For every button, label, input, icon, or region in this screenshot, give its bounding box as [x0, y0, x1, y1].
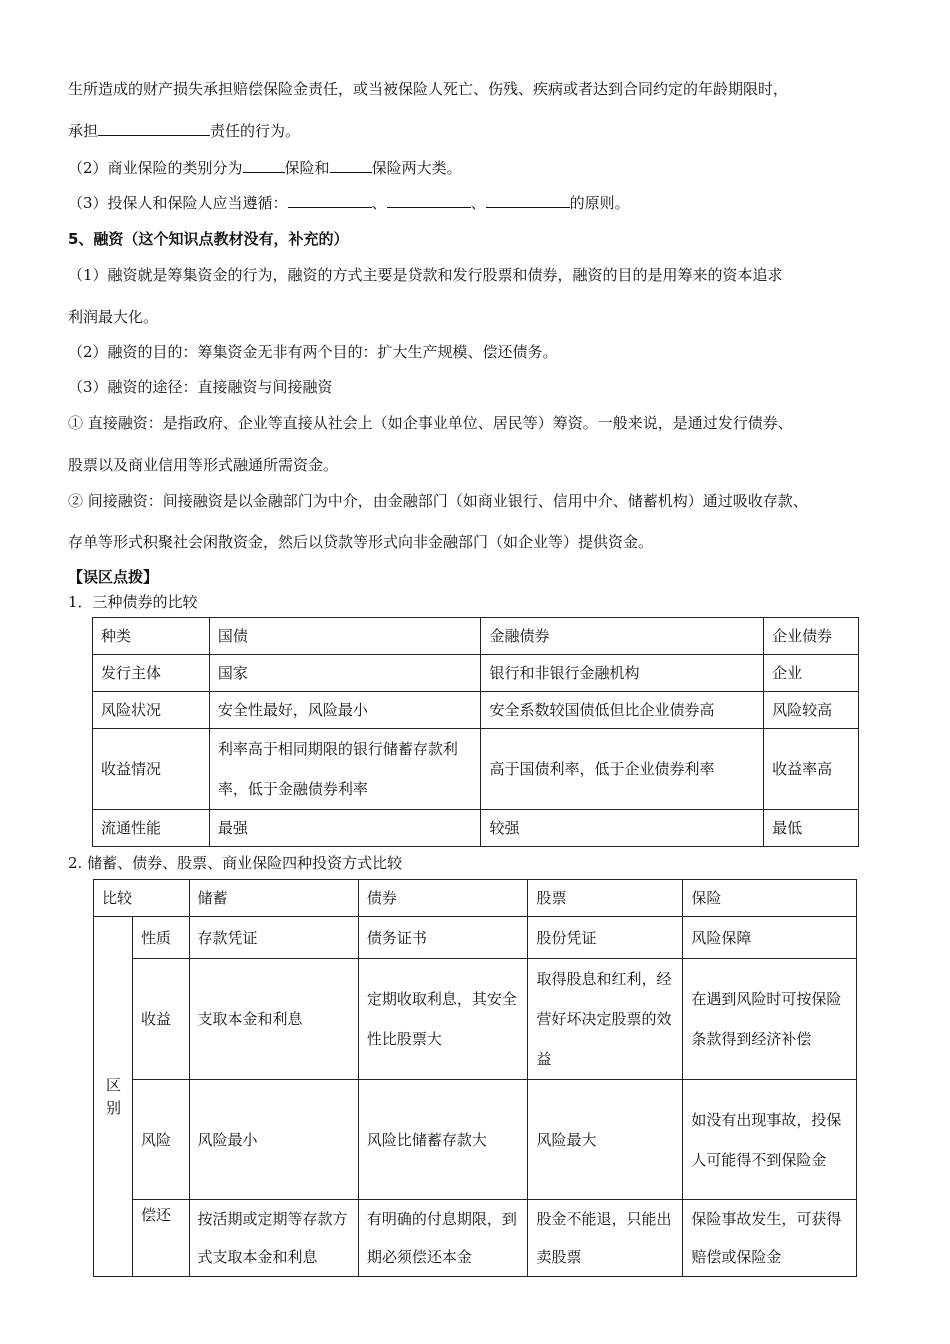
- text: （2）商业保险的类别分为: [68, 159, 243, 177]
- table-cell: 股份凭证: [528, 917, 683, 959]
- table-cell: 风险最大: [528, 1080, 683, 1200]
- table-cell: 风险最小: [189, 1080, 358, 1200]
- table-cell: 收益情况: [93, 729, 210, 810]
- table-row: [94, 1200, 857, 1277]
- section-heading: 5、融资（这个知识点教材没有，补充的）: [68, 230, 349, 248]
- table-cell: 高于国债利率，低于企业债券利率: [481, 729, 764, 810]
- table-cell: 支取本金和利息: [189, 959, 358, 1080]
- table-row: [94, 917, 857, 959]
- table-cell: 风险状况: [93, 692, 210, 729]
- text-line: [68, 157, 462, 178]
- fill-blank: [288, 193, 372, 208]
- group-label: 区别: [94, 917, 133, 1277]
- table-row: [93, 729, 859, 810]
- section-heading: 【误区点拨】: [68, 568, 159, 586]
- table-cell: 国家: [209, 655, 481, 692]
- bond-comparison-table: [92, 617, 859, 847]
- table-cell: 定期收取利息，其安全性比股票大: [358, 959, 528, 1080]
- text: 保险和: [284, 159, 330, 177]
- table-cell: 收益率高: [764, 729, 859, 810]
- table-cell: 收益: [133, 959, 190, 1080]
- text-line: 股票以及商业信用等形式融通所需资金。: [68, 456, 339, 474]
- fill-blank: [387, 193, 471, 208]
- table-cell: 存款凭证: [189, 917, 358, 959]
- table-row: [94, 959, 857, 1080]
- table-cell: 安全系数较国债低但比企业债券高: [481, 692, 764, 729]
- table-cell: 利率高于相同期限的银行储蓄存款利率，低于金融债券利率: [209, 729, 481, 810]
- text-line: （1）融资就是筹集资金的行为，融资的方式主要是贷款和发行股票和债券，融资的目的是用筹来的资本追求: [68, 266, 783, 284]
- table-cell: 偿还: [133, 1200, 190, 1277]
- table-cell: 有明确的付息期限，到期必须偿还本金: [358, 1200, 528, 1277]
- table-header-cell: 种类: [93, 618, 210, 655]
- table-cell: 如没有出现事故，投保人可能得不到保险金: [683, 1080, 857, 1200]
- table-cell: 安全性最好，风险最小: [209, 692, 481, 729]
- table-cell: 发行主体: [93, 655, 210, 692]
- table-header-row: [94, 880, 857, 917]
- table-header-cell: 金融债券: [481, 618, 764, 655]
- table-header-cell: 国债: [209, 618, 481, 655]
- text: 的原则。: [569, 194, 630, 212]
- text: 保险两大类。: [371, 159, 462, 177]
- text-line: 利润最大化。: [68, 308, 159, 326]
- table-cell: 最低: [764, 810, 859, 847]
- text-line: 生所造成的财产损失承担赔偿保险金责任，或当被保险人死亡、伤残、疾病或者达到合同约定的年龄期限时，: [68, 80, 789, 98]
- table-title: 2. 储蓄、债券、股票、商业保险四种投资方式比较: [68, 854, 403, 872]
- table-header-cell: 储蓄: [189, 880, 358, 917]
- table-cell: 风险保障: [683, 917, 857, 959]
- table-header-cell: 比较: [94, 880, 190, 917]
- table-cell: 企业: [764, 655, 859, 692]
- table-row: [93, 655, 859, 692]
- text: 责任的行为。: [210, 122, 301, 140]
- table-cell: 性质: [133, 917, 190, 959]
- investment-comparison-table: [93, 879, 857, 1277]
- table-header-cell: 股票: [528, 880, 683, 917]
- table-cell: 银行和非银行金融机构: [481, 655, 764, 692]
- table-row: [93, 810, 859, 847]
- table-cell: 较强: [481, 810, 764, 847]
- text-line: ① 直接融资：是指政府、企业等直接从社会上（如企事业单位、居民等）筹资。一般来说，是通过发行债券、: [68, 414, 793, 432]
- table-row: [93, 692, 859, 729]
- table-title: 1．三种债券的比较: [68, 593, 198, 611]
- table-row: [94, 1080, 857, 1200]
- fill-blank: [486, 193, 570, 208]
- table-cell: 风险: [133, 1080, 190, 1200]
- fill-blank: [98, 121, 210, 136]
- table-cell: 取得股息和红利，经营好坏决定股票的效益: [528, 959, 683, 1080]
- table-cell: 按活期或定期等存款方式支取本金和利息: [189, 1200, 358, 1277]
- table-cell: 风险比储蓄存款大: [358, 1080, 528, 1200]
- table-header-row: [93, 618, 859, 655]
- table-cell: 最强: [209, 810, 481, 847]
- text-line: 存单等形式积聚社会闲散资金，然后以贷款等形式向非金融部门（如企业等）提供资金。: [68, 533, 654, 551]
- table-cell: 流通性能: [93, 810, 210, 847]
- text: 承担: [68, 122, 99, 140]
- table-cell: 在遇到风险时可按保险条款得到经济补偿: [683, 959, 857, 1080]
- text-line: （2）融资的目的：筹集资金无非有两个目的：扩大生产规模、偿还债务。: [68, 343, 558, 361]
- text-line: （3）融资的途径：直接融资与间接融资: [68, 378, 333, 396]
- table-header-cell: 债券: [358, 880, 528, 917]
- fill-blank: [243, 158, 285, 173]
- table-cell: 风险较高: [764, 692, 859, 729]
- table-header-cell: 保险: [683, 880, 857, 917]
- text: （3）投保人和保险人应当遵循：: [68, 194, 288, 212]
- table-cell: 保险事故发生，可获得赔偿或保险金: [683, 1200, 857, 1277]
- text: 、: [371, 194, 387, 212]
- text-line: [68, 120, 300, 141]
- fill-blank: [330, 158, 372, 173]
- text-line: [68, 192, 630, 213]
- table-cell: 股金不能退，只能出卖股票: [528, 1200, 683, 1277]
- text: 、: [470, 194, 486, 212]
- table-header-cell: 企业债券: [764, 618, 859, 655]
- text-line: ② 间接融资：间接融资是以金融部门为中介，由金融部门（如商业银行、信用中介、储蓄机构）通过吸收存款、: [68, 492, 808, 510]
- table-cell: 债务证书: [358, 917, 528, 959]
